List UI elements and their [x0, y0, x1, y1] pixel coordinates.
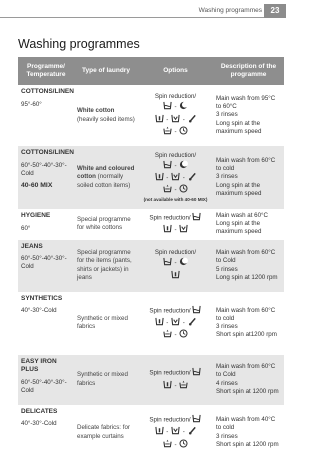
laundry-type-title: White cotton: [77, 107, 115, 115]
description-line: 3 rinses: [216, 173, 238, 181]
spin-reduction-label: Spin reduction/: [149, 417, 191, 425]
prewash-icon: [171, 270, 180, 282]
options-cell: Spin reduction/ -: [138, 209, 213, 240]
programme-temperature: 60°-50°-40°-30°- Cold: [21, 161, 67, 177]
options-cell: Spin reduction/ - - - -: [138, 85, 213, 146]
laundry-type-text: (heavily soiled items): [77, 115, 135, 123]
extra-rinse-icon: [163, 439, 172, 451]
table-header-row: [18, 57, 284, 85]
description-line: Main wash from 60°C to cold: [216, 157, 276, 173]
description-line: Short spin at1200 rpm: [216, 331, 277, 339]
quick-icon: [171, 426, 180, 438]
quick-icon: [171, 317, 180, 329]
laundry-type-cell: [74, 405, 138, 461]
delay-start-icon: [179, 184, 188, 196]
rinse-hold-icon: [163, 160, 172, 172]
programme-temperature: 60°-50°-40°-30°- Cold: [21, 255, 67, 271]
options-cell: Spin reduction/ -: [138, 240, 213, 292]
spin-reduction-label: Spin reduction/: [154, 151, 197, 159]
prewash-icon: [163, 380, 172, 392]
description-line: 3 rinses: [216, 111, 238, 119]
description-line: Main wash at 60°C: [216, 212, 268, 219]
delay-start-icon: [179, 126, 188, 138]
night-cycle-icon: [179, 101, 188, 113]
programme-cell: [18, 146, 74, 209]
table-row: [18, 85, 284, 146]
prewash-icon: [155, 114, 164, 126]
description-line: Short spin at 1200 rpm: [216, 440, 279, 448]
spin-reduction-label: Spin reduction/: [154, 93, 197, 101]
programme-cell: [18, 209, 74, 240]
prewash-icon: [155, 172, 164, 184]
prewash-icon: [163, 224, 172, 236]
description-line: Long spin at the maximum speed: [216, 119, 262, 135]
description-cell: [213, 85, 284, 146]
column-header-description: Description of the programme: [213, 57, 284, 85]
night-cycle-icon: [179, 160, 188, 172]
laundry-type-text: Delicate fabrics: for example curtains: [77, 424, 130, 440]
spin-reduction-label: Spin reduction/: [154, 249, 197, 257]
laundry-type-text: Special programme for white cottons: [77, 216, 131, 232]
column-header-laundry: Type of laundry: [74, 57, 138, 85]
programme-name: DELICATES: [21, 407, 58, 415]
page-title: Washing programmes: [18, 37, 140, 51]
programme-temperature: 60°: [21, 224, 31, 232]
description-line: 3 rinses: [216, 432, 238, 440]
programme-name: SYNTHETICS: [21, 294, 63, 302]
extra-rinse-icon: [163, 126, 172, 138]
programme-temperature: 40°-30°-Cold: [21, 420, 57, 428]
programme-temperature: 60°-50°-40°-30°- Cold: [21, 378, 67, 394]
description-line: 5 rinses: [216, 265, 238, 273]
description-line: 4 rinses: [216, 379, 238, 387]
programme-name: EASY IRON PLUS: [21, 357, 57, 374]
programme-name: COTTONS/LINEN: [21, 88, 74, 95]
laundry-type-cell: [74, 355, 138, 405]
quick-icon: [171, 114, 180, 126]
delay-start-icon: [179, 329, 188, 341]
prewash-icon: [155, 426, 164, 438]
table-body: [18, 85, 284, 461]
description-line: Main wash from 60°C to cold: [216, 306, 276, 322]
spin-reduction-label: Spin reduction/: [149, 370, 191, 378]
programme-cell: [18, 355, 74, 405]
spin-reduction-label: Spin reduction/: [149, 214, 191, 222]
programme-temperature: 40°-30°-Cold: [21, 307, 57, 315]
laundry-type-text: (normally soiled cotton items): [77, 173, 131, 189]
description-line: Short spin at 1200 rpm: [216, 387, 279, 395]
laundry-type-text: Synthetic or mixed fabrics: [77, 371, 128, 387]
description-line: Main wash from 95°C to 60°C: [216, 95, 276, 111]
rinse-hold-icon: [163, 101, 172, 113]
description-cell: [213, 292, 284, 355]
laundry-type-cell: [74, 292, 138, 355]
description-cell: [213, 355, 284, 405]
laundry-type-text: Special programme for the items (pants, shirts or jackets) in jeans: [77, 249, 132, 281]
page-header: [0, 0, 300, 20]
description-line: Long spin at the maximum speed: [216, 181, 262, 197]
stain-icon: [188, 114, 197, 126]
page-number: 23: [264, 4, 286, 18]
description-line: 3 rinses: [216, 323, 238, 331]
description-cell: [213, 209, 284, 240]
description-line: Long spin at the maximum speed: [216, 220, 262, 236]
header-section-title: Washing programmes: [198, 7, 262, 14]
laundry-type-cell: [74, 209, 138, 240]
rinse-hold-icon: [192, 212, 201, 224]
spin-reduction-label: Spin reduction/: [149, 307, 191, 315]
rinse-hold-icon: [192, 414, 201, 426]
laundry-type-cell: [74, 85, 138, 146]
header-rule: [0, 17, 270, 18]
option-note: (not available with 40-60 MIX): [143, 197, 208, 203]
programme-temperature: 95°-60°: [21, 100, 42, 108]
programme-name: HYGIENE: [21, 212, 51, 219]
programme-cell: [18, 292, 74, 355]
table-row: [18, 209, 284, 240]
programme-mix-label: 40-60 MIX: [21, 181, 53, 189]
prewash-icon: [155, 317, 164, 329]
quick-icon: [179, 224, 188, 236]
quick-icon: [171, 172, 180, 184]
laundry-type-cell: [74, 146, 138, 209]
programme-name: JEANS: [21, 242, 43, 250]
extra-rinse-icon: [179, 380, 188, 392]
rinse-hold-icon: [192, 367, 201, 379]
rinse-hold-icon: [163, 257, 172, 269]
rinse-hold-icon: [192, 305, 201, 317]
laundry-type-title: White and coloured cotton: [77, 165, 135, 181]
column-header-options: Options: [138, 57, 213, 85]
extra-rinse-icon: [163, 184, 172, 196]
description-cell: [213, 146, 284, 209]
table-row: [18, 405, 284, 461]
programme-name: COTTONS/LINEN: [21, 149, 74, 156]
description-line: Main wash from 60°C to Cold: [216, 249, 276, 265]
programmes-table: [18, 57, 284, 461]
extra-rinse-icon: [163, 329, 172, 341]
stain-icon: [188, 172, 197, 184]
description-line: Main wash from 40°C to cold: [216, 416, 276, 432]
table-row: [18, 240, 284, 292]
stain-icon: [188, 317, 197, 329]
description-line: Main wash from 60°C to Cold: [216, 363, 276, 379]
options-cell: Spin reduction/ - - -: [138, 292, 213, 355]
table-row: [18, 292, 284, 355]
column-header-programme: Programme/ Temperature: [18, 57, 74, 85]
description-cell: [213, 405, 284, 461]
laundry-type-cell: [74, 240, 138, 292]
programme-cell: [18, 240, 74, 292]
options-cell: Spin reduction/ - - -: [138, 405, 213, 461]
description-line: Long spin at 1200 rpm: [216, 273, 278, 281]
programme-cell: [18, 85, 74, 146]
options-cell: Spin reduction/ -: [138, 355, 213, 405]
table-row: [18, 146, 284, 209]
stain-icon: [188, 426, 197, 438]
options-cell: Spin reduction/ - - - - (not available with 40-60 MIX): [138, 146, 213, 209]
delay-start-icon: [179, 439, 188, 451]
description-cell: [213, 240, 284, 292]
table-row: [18, 355, 284, 405]
programme-cell: [18, 405, 74, 461]
laundry-type-text: Synthetic or mixed fabrics: [77, 314, 128, 331]
night-cycle-icon: [179, 257, 188, 269]
